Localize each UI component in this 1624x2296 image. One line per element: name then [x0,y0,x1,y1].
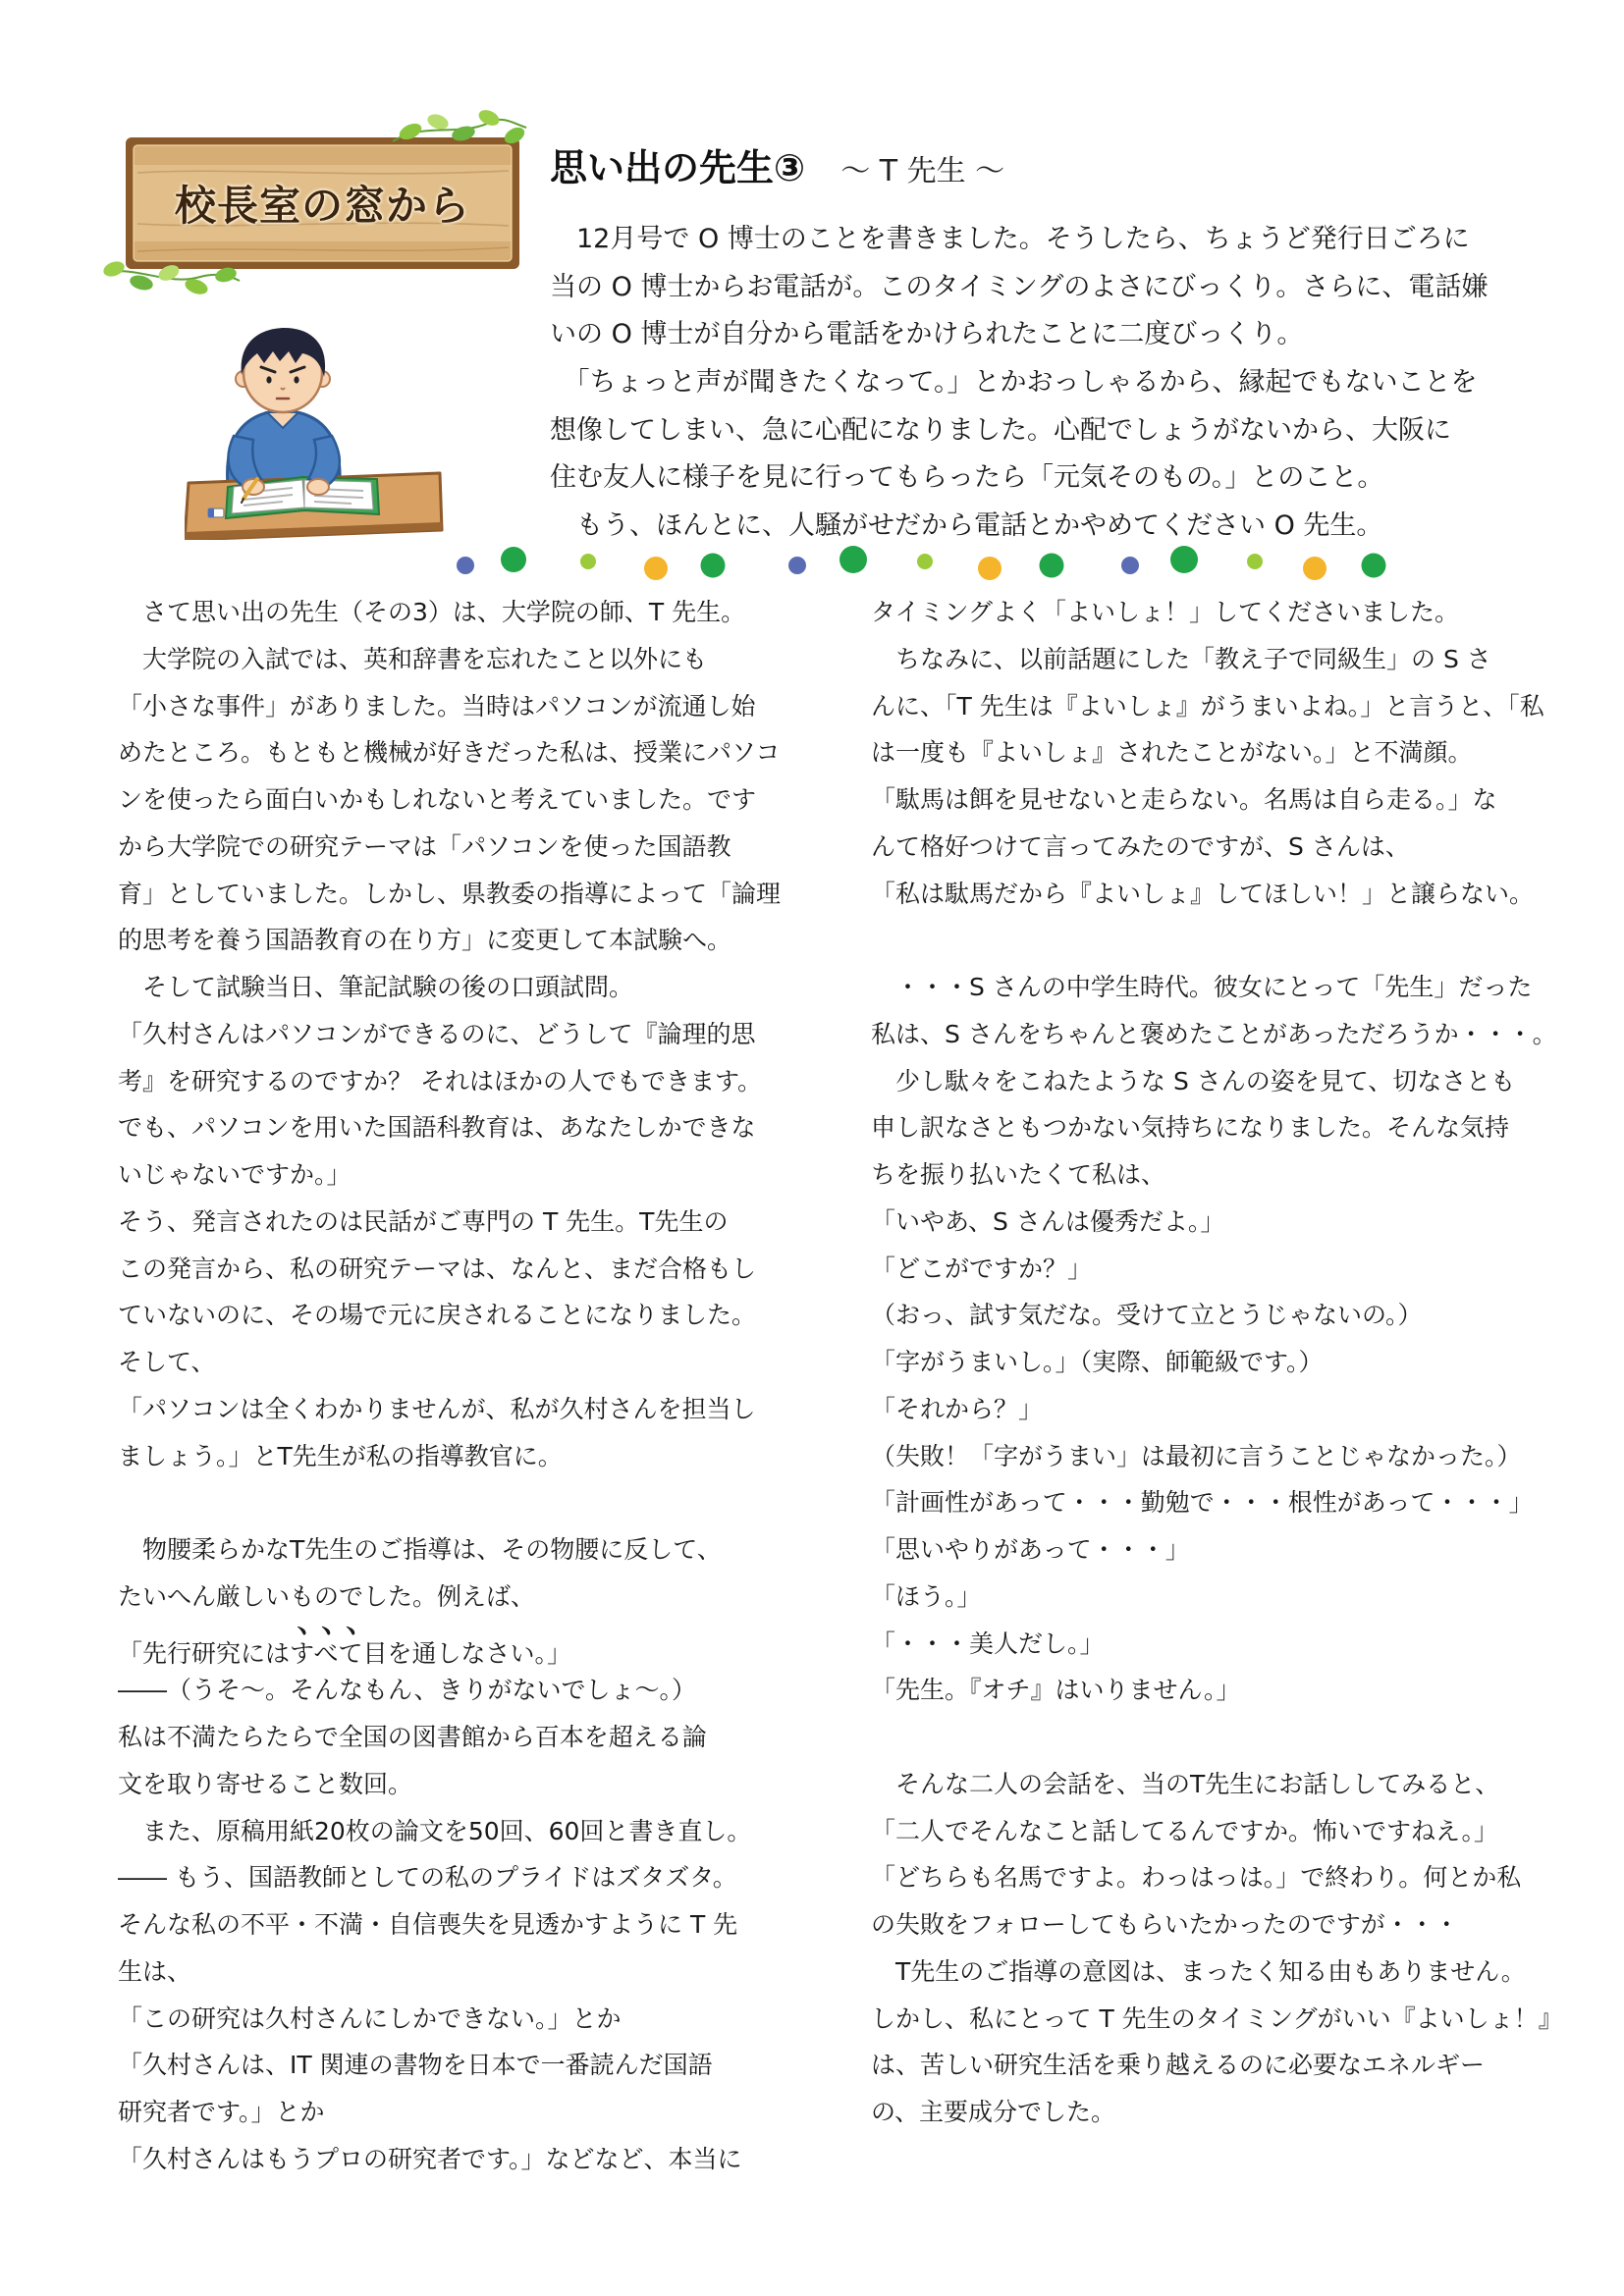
left-column [118,589,835,2183]
intro-line: 12月号で O 博士のことを書きました。そうしたら、ちょうど発行日ごろに [550,224,1470,254]
intro-line: 「ちょっと声が聞きたくなって。」とかおっしゃるから、縁起でもないことを [550,367,1478,399]
decor-dot [701,554,726,578]
decor-dot [501,547,526,572]
text-segment: 目を通しなさい。」 [362,1638,572,1668]
right-column-line: 「私は駄馬だから『よいしょ』してほしい！」と譲らない。 [871,879,1535,908]
left-column-line: いじゃないですか。」 [118,1160,352,1189]
intro-line: いの O 博士が自分から電話をかけられたことに二度びっくり。 [550,319,1304,350]
right-column-line: 「どこがですか？」 [871,1254,1093,1283]
right-column-line: 「計画性があって・・・勤勉で・・・根性があって・・・」 [871,1488,1534,1518]
right-column-line: の失敗をフォローしてもらいたかったのですが・・・ [871,1910,1459,1939]
right-column-line [871,917,1588,964]
left-column-line: 「久村さんは、IT 関連の書物を日本で一番読んだ国語 [118,2051,713,2080]
text-segment: 「先行研究には [118,1638,291,1668]
right-column-line: 「それから？」 [871,1394,1044,1423]
left-column-line: そんな私の不平・不満・自信喪失を見透かすように T 先 [118,1910,738,1939]
right-column-line: 「ほう。」 [871,1581,982,1611]
eraser-icon [208,508,224,517]
decor-dot [1040,554,1064,578]
right-column-line: 「字がうまいし。」（実際、師範級です。） [871,1348,1324,1376]
left-column-line: また、原稿用紙20枚の論文を50回、60回と書き直し。 [118,1816,752,1845]
right-column-line: 「いやあ、S さんは優秀だよ。」 [871,1206,1225,1236]
left-column-line: そして、 [118,1348,216,1376]
article-heading [550,137,1004,188]
decor-dot [1303,557,1326,580]
right-column-line: 私は、S さんをちゃんと褒めたことがあっただろうか・・・。 [871,1019,1557,1048]
intro-line: 当の O 博士からお電話が。このタイミングのよさにびっくり。さらに、電話嫌 [550,271,1489,302]
left-column-line: 「パソコンは全くわかりませんが、私が久村さんを担当し [118,1394,756,1423]
decor-dot [978,557,1001,580]
decor-dot [1247,554,1263,569]
right-column-line: は一度も『よいしょ』されたことがない。」と不満顔。 [871,738,1473,768]
right-column-line: 「・・・美人だし。」 [871,1629,1105,1658]
left-column-line: ていないのに、その場で元に戻されることになりました。 [118,1301,757,1330]
article-title: 思い出の先生③ [550,146,806,189]
decor-dot [917,554,933,569]
right-column-line: 「どちらも名馬ですよ。わっはっは。」で終わり。何とか私 [871,1863,1522,1893]
decor-dot [457,557,474,574]
left-column-line: さて思い出の先生（その3）は、大学院の師、T 先生。 [118,598,746,626]
right-column-line: しかし、私にとって T 先生のタイミングがいい『よいしょ！』 [871,2003,1563,2033]
intro-paragraph [550,216,1581,551]
left-column-line: 文を取り寄せること数回。 [118,1769,413,1798]
right-column-line: の、主要成分でした。 [871,2098,1116,2126]
left-column-line [118,1479,835,1526]
right-column-line: （おっ、試す気だな。受けて立とうじゃないの。） [871,1301,1423,1330]
left-column-line: 研究者です。」とか [118,2098,325,2126]
left-column-line: から大学院での研究テーマは「パソコンを使った国語教 [118,831,731,861]
left-column-line [118,1621,835,1668]
decor-dot [788,557,806,574]
left-column-line: めたところ。もともと機械が好きだった私は、授業にパソコ [118,738,781,768]
right-column-line [871,1714,1588,1761]
right-column-line: 申し訳なさともつかない気持ちになりました。そんな気持 [871,1113,1510,1143]
right-column-line: ・・・S さんの中学生時代。彼女にとって「先生」だった [871,973,1533,1001]
left-column-line: 「久村さんはもうプロの研究者です。」などなど、本当に [118,2144,742,2173]
right-column [871,589,1588,2136]
right-column-line: そんな二人の会話を、当のT先生にお話ししてみると、 [871,1769,1500,1798]
left-column-line: ――（うそ～。そんなもん、きりがないでしょ～。） [118,1676,697,1705]
left-column-line: 「久村さんはパソコンができるのに、どうして『論理的思 [118,1019,756,1048]
left-column-line: この発言から、私の研究テーマは、なんと、まだ合格もし [118,1254,757,1283]
left-column-line: 大学院の入試では、英和辞書を忘れたこと以外にも [118,644,708,673]
right-column-line: （失敗！「字がうまい」は最初に言うことじゃなかった。） [871,1441,1522,1470]
left-column-line: 「この研究は久村さんにしかできない。」とか [118,2003,622,2033]
left-column-line: 私は不満たらたらで全国の図書館から百本を超える論 [118,1723,707,1751]
right-column-line: んに、「T 先生は『よいしょ』がうまいよね。」と言うと、「私 [871,691,1544,721]
right-column-line: は、苦しい研究生活を乗り越えるのに必要なエネルギー [871,2051,1486,2080]
decor-dot [1121,557,1139,574]
intro-line: 住む友人に様子を見に行ってもらったら「元気そのもの。」とのこと。 [550,462,1384,494]
emphasized-text: すべて [290,1638,363,1668]
left-column-line: 考』を研究するのですか？ それはほかの人でもできます。 [118,1066,762,1095]
right-column-line: 少し駄々をこねたような S さんの姿を見て、切なさとも [871,1066,1516,1095]
right-column-line: 「二人でそんなこと話してるんですか。怖いですねえ。」 [871,1816,1499,1845]
decor-dot [644,557,668,580]
decor-dot [1170,546,1198,573]
left-column-line: でも、パソコンを用いた国語科教育は、あなたしかできな [118,1113,756,1143]
sign-title: 校長室の窓から [174,182,470,230]
right-column-line: T先生のご指導の意図は、まったく知る由もありません。 [871,1956,1526,1986]
student-head [236,328,330,412]
right-column-line: 「先生。『オチ』はいりません。」 [871,1676,1241,1705]
intro-line: 想像してしまい、急に心配になりました。心配でしょうがないから、大阪に [550,414,1451,446]
student-studying-illustration [185,310,444,540]
left-column-line: 「小さな事件」がありました。当時はパソコンが流通し始 [118,691,756,721]
right-column-line: 「駄馬は餌を見せないと走らない。名馬は自ら走る。」な [871,785,1497,814]
decor-dot [839,546,867,573]
left-column-line: 生は、 [118,1956,192,1986]
left-column-line: ましょう。」とT先生が私の指導教官に。 [118,1441,563,1470]
decorative-dot-row [432,530,1414,589]
right-column-line: タイミングよく「よいしょ！」してくださいました。 [871,598,1460,626]
decor-dot [1362,554,1386,578]
left-column-line: 育」としていました。しかし、県教委の指導によって「論理 [118,879,782,908]
right-column-line: ちなみに、以前話題にした「教え子で同級生」の S さ [871,644,1491,673]
right-column-line: んて格好つけて言ってみたのですが、S さんは、 [871,831,1410,861]
left-column-line: そう、発言されたのは民話がご専門の T 先生。T先生の [118,1206,729,1236]
left-column-line: ―― もう、国語教師としての私のプライドはズタズタ。 [118,1863,737,1893]
decor-dot [580,554,596,569]
article-subtitle: ～ T 先生 ～ [840,154,1005,188]
left-column-line: 物腰柔らかなT先生のご指導は、その物腰に反して、 [118,1535,722,1564]
left-column-line: ンを使ったら面白いかもしれないと考えていました。です [118,785,757,814]
left-column-line: そして試験当日、筆記試験の後の口頭試問。 [118,973,634,1001]
right-column-line: 「思いやりがあって・・・」 [871,1535,1190,1564]
right-column-line: ちを振り払いたくて私は、 [871,1160,1166,1189]
left-column-line: たいへん厳しいものでした。例えば、 [118,1581,536,1611]
left-column-line: 的思考を養う国語教育の在り方」に変更して本試験へ。 [118,926,732,955]
intro-line: もう、ほんとに、人騒がせだから電話とかやめてください O 先生。 [550,510,1383,542]
